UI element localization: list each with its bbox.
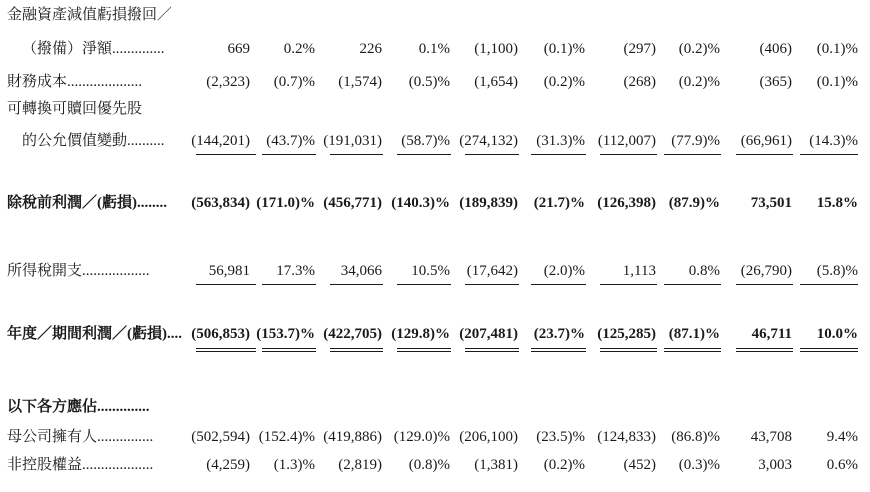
cell-amount: (26,790) <box>740 263 792 279</box>
underline <box>664 284 721 285</box>
underline <box>196 284 256 285</box>
underline <box>800 284 858 285</box>
cell-amount: (144,201) <box>191 133 250 149</box>
cell-amount: (2,819) <box>338 457 382 473</box>
cell-percent: (43.7)% <box>266 133 315 149</box>
cell-amount: 46,711 <box>751 326 792 342</box>
cell-amount: (124,833) <box>597 429 656 445</box>
cell-amount: 43,708 <box>750 429 792 445</box>
underline <box>196 154 256 155</box>
cell-percent: (0.2)% <box>543 74 585 90</box>
cell-percent: (1.3)% <box>273 457 315 473</box>
cell-amount: (1,381) <box>474 457 518 473</box>
row-profit-for-period-label: 年度／期間利潤／(虧損).... <box>7 326 182 342</box>
double-underline <box>196 348 256 352</box>
cell-percent: (0.1)% <box>543 41 585 57</box>
cell-percent: (86.8)% <box>671 429 720 445</box>
cell-percent: 0.8% <box>688 263 720 279</box>
cell-amount: (1,654) <box>474 74 518 90</box>
cell-amount: (207,481) <box>459 326 518 342</box>
underline <box>531 284 586 285</box>
cell-percent: (153.7)% <box>256 326 315 342</box>
cell-percent: (171.0)% <box>256 195 315 211</box>
underline <box>531 154 586 155</box>
underline <box>262 284 316 285</box>
cell-percent: 15.8% <box>816 195 858 211</box>
cell-percent: (77.9)% <box>671 133 720 149</box>
cell-percent: (152.4)% <box>258 429 315 445</box>
cell-percent: (31.3)% <box>536 133 585 149</box>
cell-amount: (502,594) <box>191 429 250 445</box>
cell-amount: (17,642) <box>466 263 518 279</box>
attributable-to-heading: 以下各方應佔.............. <box>7 399 150 415</box>
underline <box>664 154 721 155</box>
cell-percent: (5.8)% <box>816 263 858 279</box>
cell-amount: 226 <box>359 41 382 57</box>
underline <box>600 154 657 155</box>
cell-amount: 3,003 <box>758 457 792 473</box>
row-fair-value-label-line1: 可轉換可贖回優先股 <box>7 101 143 117</box>
cell-amount: (297) <box>623 41 656 57</box>
cell-percent: (0.2)% <box>678 41 720 57</box>
cell-amount: (125,285) <box>597 326 656 342</box>
underline <box>397 154 451 155</box>
double-underline <box>800 348 858 352</box>
underline <box>330 284 383 285</box>
cell-amount: (406) <box>759 41 792 57</box>
cell-amount: 73,501 <box>750 195 792 211</box>
cell-amount: (206,100) <box>459 429 518 445</box>
double-underline <box>664 348 721 352</box>
cell-percent: (0.8)% <box>408 457 450 473</box>
double-underline <box>397 348 451 352</box>
cell-amount: (506,853) <box>191 326 250 342</box>
cell-percent: (87.9)% <box>668 195 720 211</box>
cell-amount: (2,323) <box>206 74 250 90</box>
cell-percent: (0.1)% <box>816 74 858 90</box>
cell-amount: (189,839) <box>459 195 518 211</box>
cell-percent: (0.5)% <box>408 74 450 90</box>
cell-amount: (452) <box>623 457 656 473</box>
row-non-controlling-label: 非控股權益................... <box>7 457 154 473</box>
double-underline <box>330 348 383 352</box>
cell-percent: (58.7)% <box>401 133 450 149</box>
underline <box>465 154 519 155</box>
double-underline <box>531 348 586 352</box>
cell-amount: 1,113 <box>622 263 656 279</box>
underline <box>330 154 383 155</box>
cell-percent: (0.1)% <box>816 41 858 57</box>
cell-amount: (365) <box>759 74 792 90</box>
cell-percent: (87.1)% <box>668 326 720 342</box>
underline <box>262 154 316 155</box>
cell-percent: (23.5)% <box>536 429 585 445</box>
cell-amount: (1,574) <box>338 74 382 90</box>
cell-amount: (126,398) <box>597 195 656 211</box>
underline <box>800 154 858 155</box>
underline <box>600 284 657 285</box>
cell-percent: 0.2% <box>283 41 315 57</box>
row-income-tax-label: 所得稅開支.................. <box>7 263 150 279</box>
double-underline <box>262 348 316 352</box>
underline <box>736 284 793 285</box>
cell-percent: 10.0% <box>816 326 858 342</box>
cell-amount: (274,132) <box>459 133 518 149</box>
cell-percent: (0.3)% <box>678 457 720 473</box>
cell-amount: (563,834) <box>191 195 250 211</box>
cell-percent: (0.7)% <box>273 74 315 90</box>
cell-amount: 34,066 <box>340 263 382 279</box>
cell-percent: (14.3)% <box>809 133 858 149</box>
row-impairment-label-line1: 金融資產減值虧損撥回／ <box>7 7 173 23</box>
cell-percent: (0.2)% <box>678 74 720 90</box>
underline <box>465 284 519 285</box>
underline <box>397 284 451 285</box>
cell-amount: (66,961) <box>740 133 792 149</box>
cell-amount: (268) <box>623 74 656 90</box>
cell-percent: 0.1% <box>418 41 450 57</box>
cell-percent: 10.5% <box>411 263 450 279</box>
cell-percent: 0.6% <box>826 457 858 473</box>
cell-percent: (23.7)% <box>533 326 585 342</box>
row-profit-before-tax-label: 除稅前利潤／(虧損)........ <box>7 195 167 211</box>
row-impairment-label-line2: （撥備）淨額.............. <box>22 41 165 57</box>
cell-percent: 9.4% <box>826 429 858 445</box>
cell-percent: (21.7)% <box>533 195 585 211</box>
cell-percent: 17.3% <box>276 263 315 279</box>
cell-amount: (419,886) <box>323 429 382 445</box>
cell-percent: (2.0)% <box>543 263 585 279</box>
row-fair-value-label-line2: 的公允價值變動.......... <box>22 133 165 149</box>
cell-amount: (1,100) <box>474 41 518 57</box>
cell-percent: (0.2)% <box>543 457 585 473</box>
row-owners-of-parent-label: 母公司擁有人............... <box>7 429 154 445</box>
cell-amount: 56,981 <box>208 263 250 279</box>
cell-amount: (112,007) <box>597 133 656 149</box>
cell-amount: (456,771) <box>323 195 382 211</box>
underline <box>736 154 793 155</box>
cell-amount: (191,031) <box>323 133 382 149</box>
cell-percent: (140.3)% <box>391 195 450 211</box>
cell-amount: (4,259) <box>206 457 250 473</box>
cell-amount: (422,705) <box>323 326 382 342</box>
row-finance-costs-label: 財務成本.................... <box>7 74 143 90</box>
double-underline <box>600 348 657 352</box>
double-underline <box>465 348 519 352</box>
cell-percent: (129.0)% <box>393 429 450 445</box>
cell-amount: 669 <box>227 41 250 57</box>
double-underline <box>736 348 793 352</box>
cell-percent: (129.8)% <box>391 326 450 342</box>
